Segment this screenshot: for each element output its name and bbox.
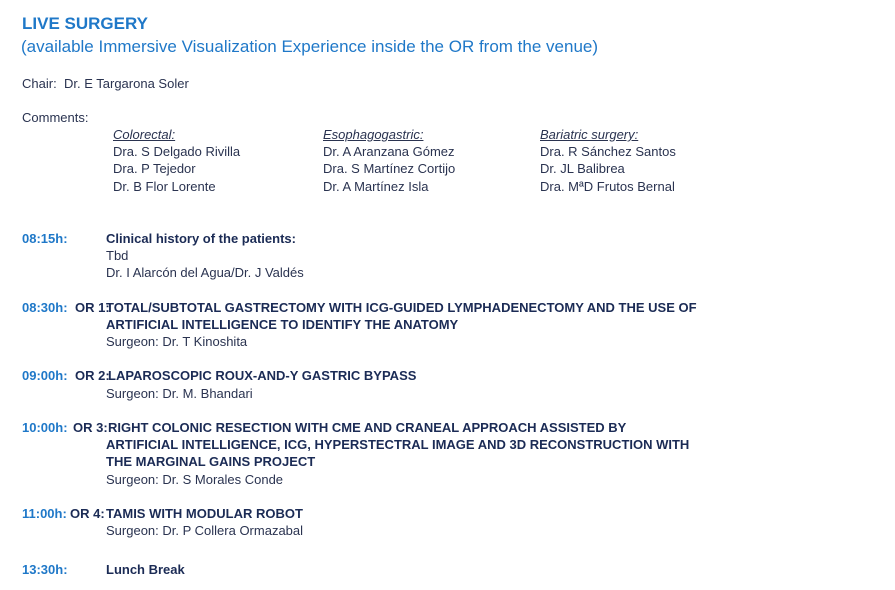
- comment-name: Dra. R Sánchez Santos: [540, 144, 676, 159]
- session-or-label: OR 2:: [75, 368, 110, 383]
- session-title: Lunch Break: [106, 562, 185, 577]
- session-title: THE MARGINAL GAINS PROJECT: [106, 454, 316, 469]
- comment-name: Dra. MªD Frutos Bernal: [540, 179, 675, 194]
- session-detail: Surgeon: Dr. P Collera Ormazabal: [106, 523, 304, 538]
- comment-name: Dr. JL Balibrea: [540, 161, 625, 176]
- session-time: 11:00h:: [22, 506, 67, 521]
- comment-name: Dra. P Tejedor: [113, 161, 196, 176]
- session-or-label: OR 3:: [73, 420, 108, 435]
- session-title: TOTAL/SUBTOTAL GASTRECTOMY WITH ICG-GUIDED LYMPHADENECTOMY AND THE USE OF: [106, 300, 697, 315]
- session-title: Clinical history of the patients:: [106, 231, 296, 246]
- session-detail: Dr. I Alarcón del Agua/Dr. J Valdés: [106, 265, 304, 280]
- comment-name: Dra. S Martínez Cortijo: [323, 161, 456, 176]
- session-detail: Tbd: [106, 248, 129, 263]
- comment-name: Dr. B Flor Lorente: [113, 179, 216, 194]
- session-title: ARTIFICIAL INTELLIGENCE TO IDENTIFY THE ANATOMY: [106, 317, 459, 332]
- session-time: 08:30h:: [22, 300, 68, 315]
- session-time: 09:00h:: [22, 368, 68, 383]
- session-time: 10:00h:: [22, 420, 68, 435]
- session-detail: Surgeon: Dr. S Morales Conde: [106, 472, 284, 487]
- session-title: ARTIFICIAL INTELLIGENCE, ICG, HYPERSTECTRAL IMAGE AND 3D RECONSTRUCTION WITH: [106, 437, 690, 452]
- session-or-label: OR 1:: [75, 300, 110, 315]
- comment-group-heading: Esophagogastric:: [323, 127, 424, 142]
- chair-name: Dr. E Targarona Soler: [64, 76, 189, 91]
- session-time: 13:30h:: [22, 562, 68, 577]
- session-or-label: OR 4:: [70, 506, 105, 521]
- comment-name: Dra. S Delgado Rivilla: [113, 144, 241, 159]
- comment-name: Dr. A Martínez Isla: [323, 179, 429, 194]
- comment-group-heading: Colorectal:: [113, 127, 176, 142]
- session-detail: Surgeon: Dr. T Kinoshita: [106, 334, 248, 349]
- comment-name: Dr. A Aranzana Gómez: [323, 144, 455, 159]
- session-time: 08:15h:: [22, 231, 68, 246]
- comment-group-heading: Bariatric surgery:: [540, 127, 639, 142]
- session-title: RIGHT COLONIC RESECTION WITH CME AND CRANEAL APPROACH ASSISTED BY: [108, 420, 627, 435]
- page-subtitle: (available Immersive Visualization Experience inside the OR from the venue): [21, 37, 599, 56]
- chair-label: Chair:: [22, 76, 57, 91]
- comments-label: Comments:: [22, 110, 89, 125]
- page-title: LIVE SURGERY: [22, 14, 148, 33]
- session-title: TAMIS WITH MODULAR ROBOT: [106, 506, 303, 521]
- session-detail: Surgeon: Dr. M. Bhandari: [106, 386, 253, 401]
- session-title: LAPAROSCOPIC ROUX-AND-Y GASTRIC BYPASS: [108, 368, 417, 383]
